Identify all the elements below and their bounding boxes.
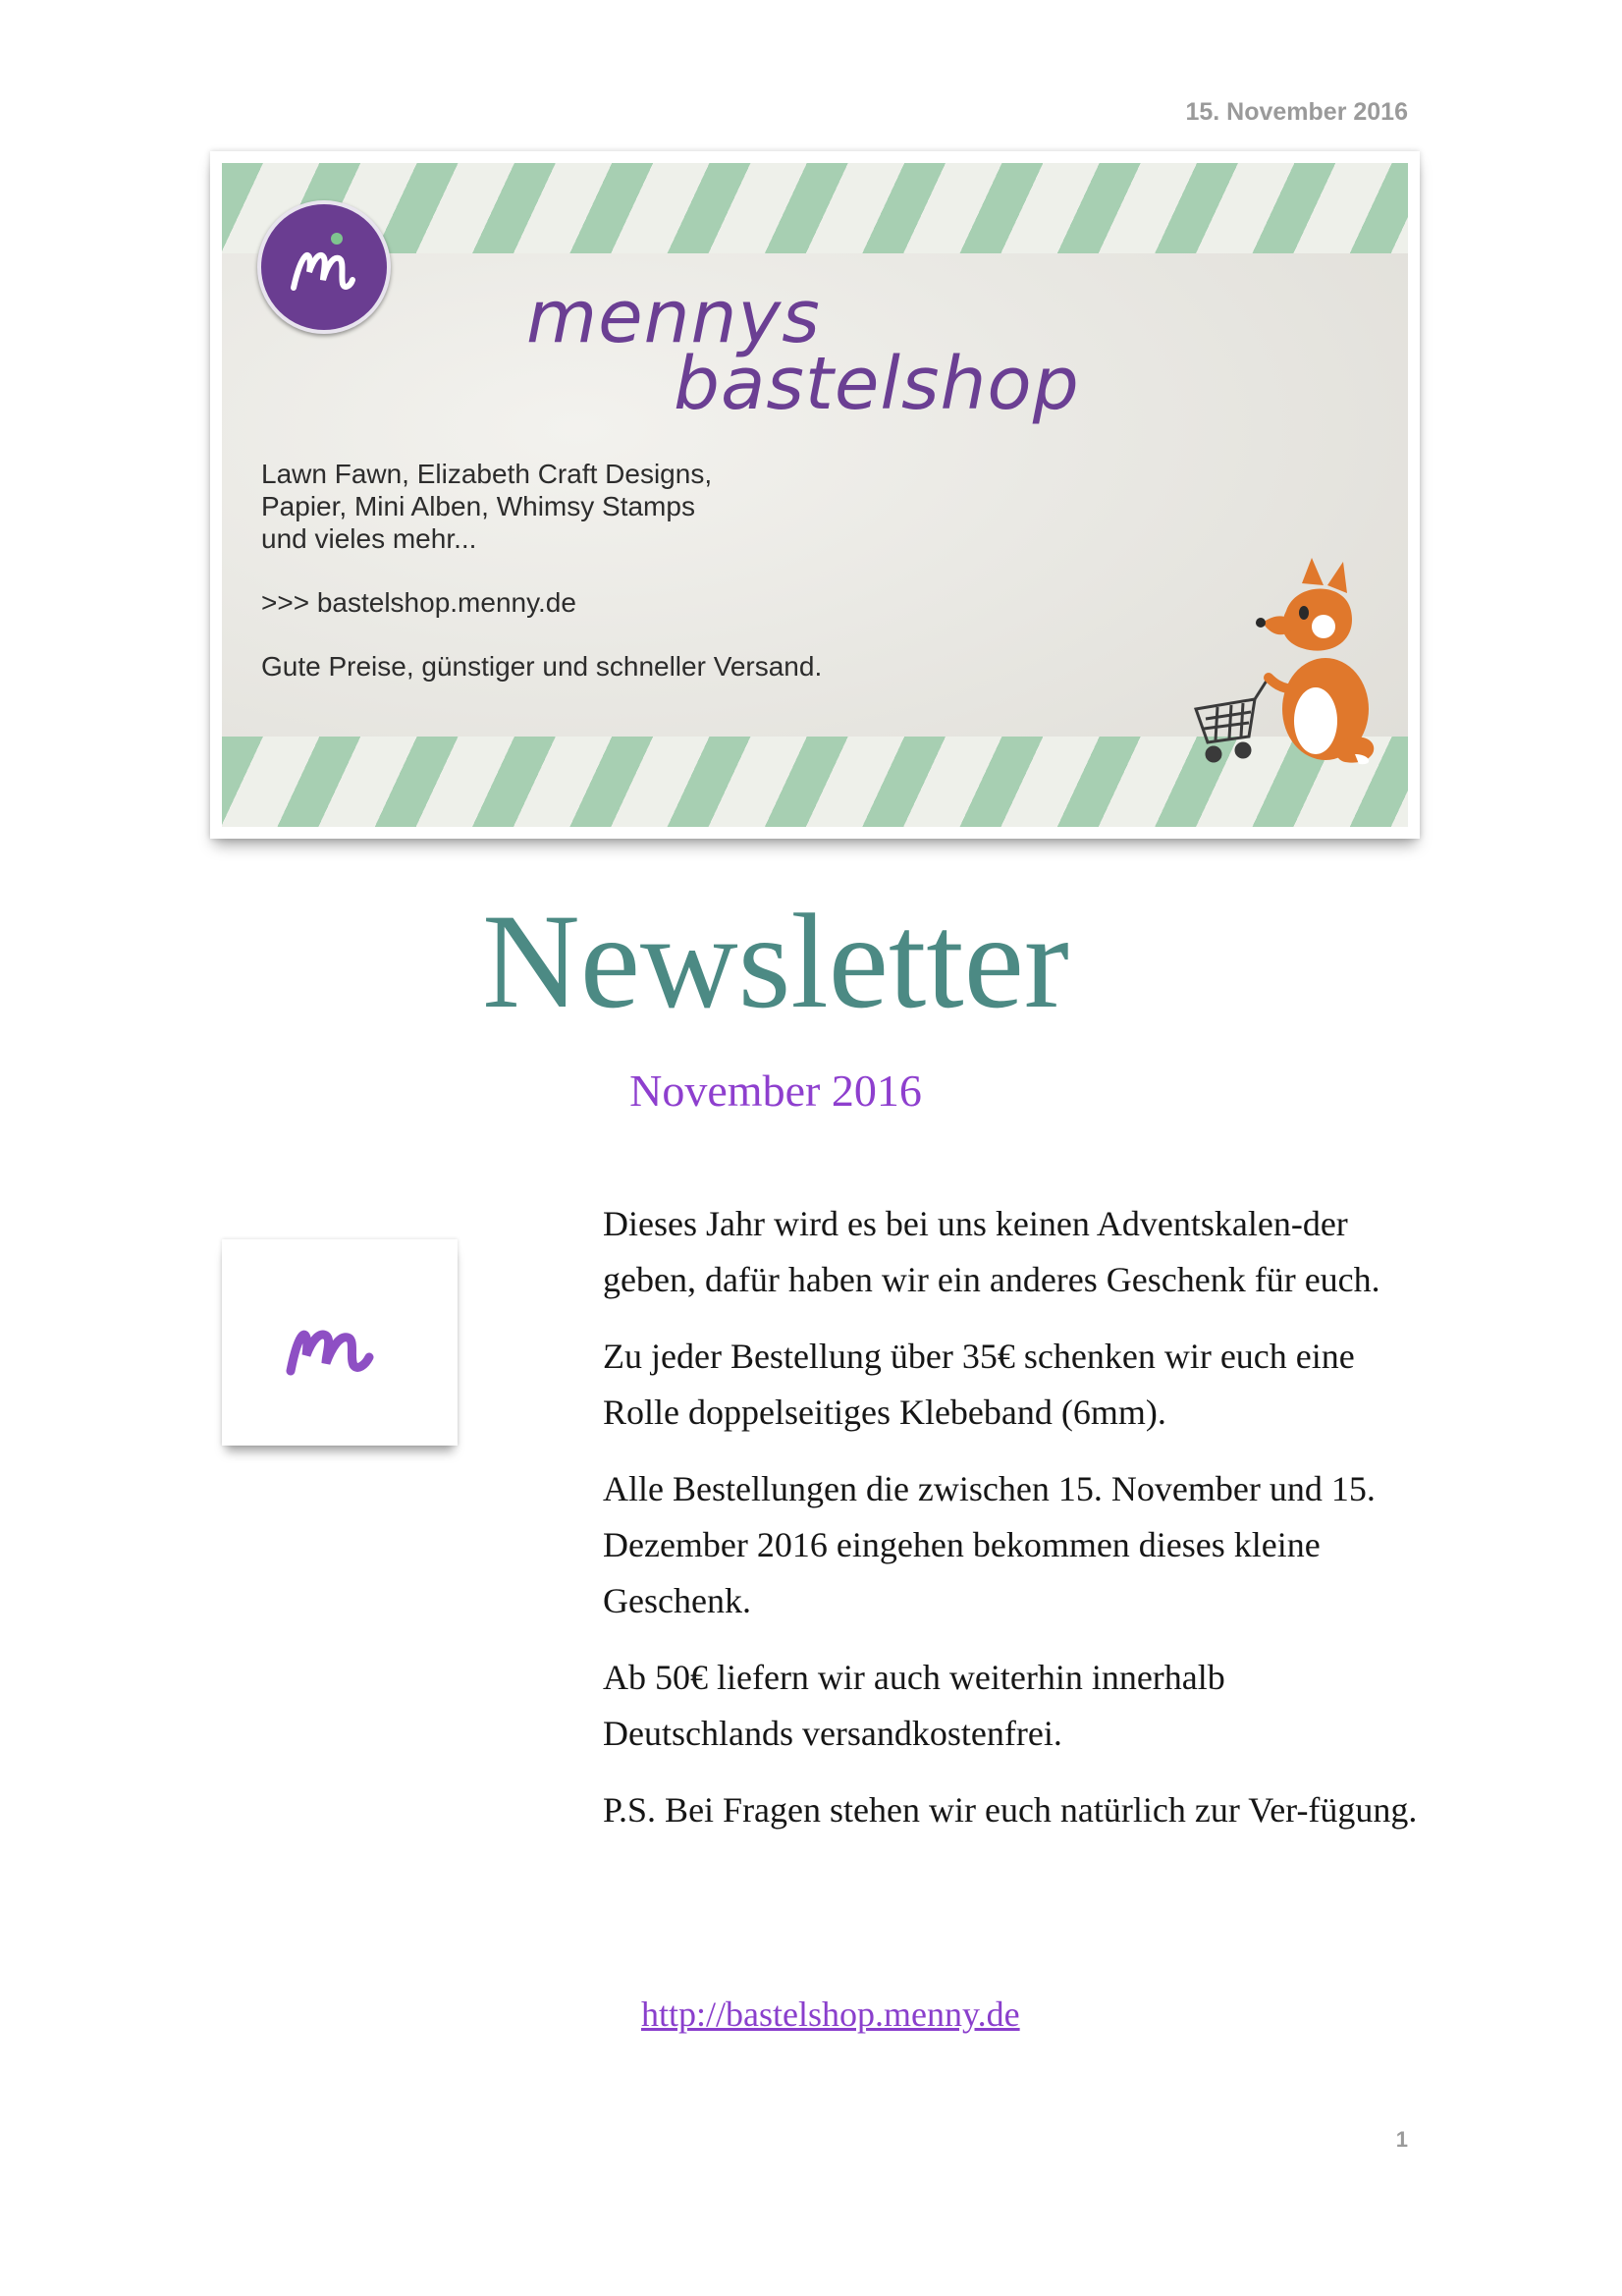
banner-stripes-top [222,163,1408,253]
body-paragraph: Alle Bestellungen die zwischen 15. November und 15. Dezember 2016 eingehen bekommen dieses kleine Geschenk. [603,1469,1376,1620]
brand-line-1: mennys [526,275,821,359]
body-paragraph: Ab 50€ liefern wir auch weiterhin innerhalb Deutschlands versandkostenfrei. [603,1658,1225,1753]
page-number: 1 [1395,2127,1408,2152]
banner-text-line: Papier, Mini Alben, Whimsy Stamps [261,491,695,521]
m-logo-icon [281,1298,399,1387]
banner-slogan: Gute Preise, günstiger und schneller Versand. [261,651,823,682]
banner-url: >>> bastelshop.menny.de [261,587,576,618]
brand-line-2: bastelshop [674,342,1080,426]
body-paragraph: Dieses Jahr wird es bei uns keinen Adventskalen-der geben, dafür haben wir ein anderes Geschenk für euch. [603,1204,1380,1299]
body-paragraph: Zu jeder Bestellung über 35€ schenken wir euch eine Rolle doppelseitiges Klebeband (6mm). [603,1337,1355,1432]
document-date: 15. November 2016 [1185,98,1408,126]
newsletter-body [603,1196,1418,1859]
shop-banner [210,151,1420,839]
brand-wordmark [526,275,1080,426]
body-paragraph: P.S. Bei Fragen stehen wir euch natürlich zur Ver-fügung. [603,1790,1418,1830]
shop-link[interactable]: http://bastelshop.menny.de [641,1995,1020,2034]
banner-text-line: und vieles mehr... [261,523,477,554]
fox-shopping-cart-icon [1178,552,1384,788]
banner-card [222,163,1408,827]
shop-logo-icon [257,200,391,334]
banner-description [261,458,822,714]
page-title: Newsletter [482,886,1069,1036]
banner-text-line: Lawn Fawn, Elizabeth Craft Designs, [261,459,713,489]
small-logo-card [222,1239,458,1446]
page-subtitle: November 2016 [629,1066,922,1116]
